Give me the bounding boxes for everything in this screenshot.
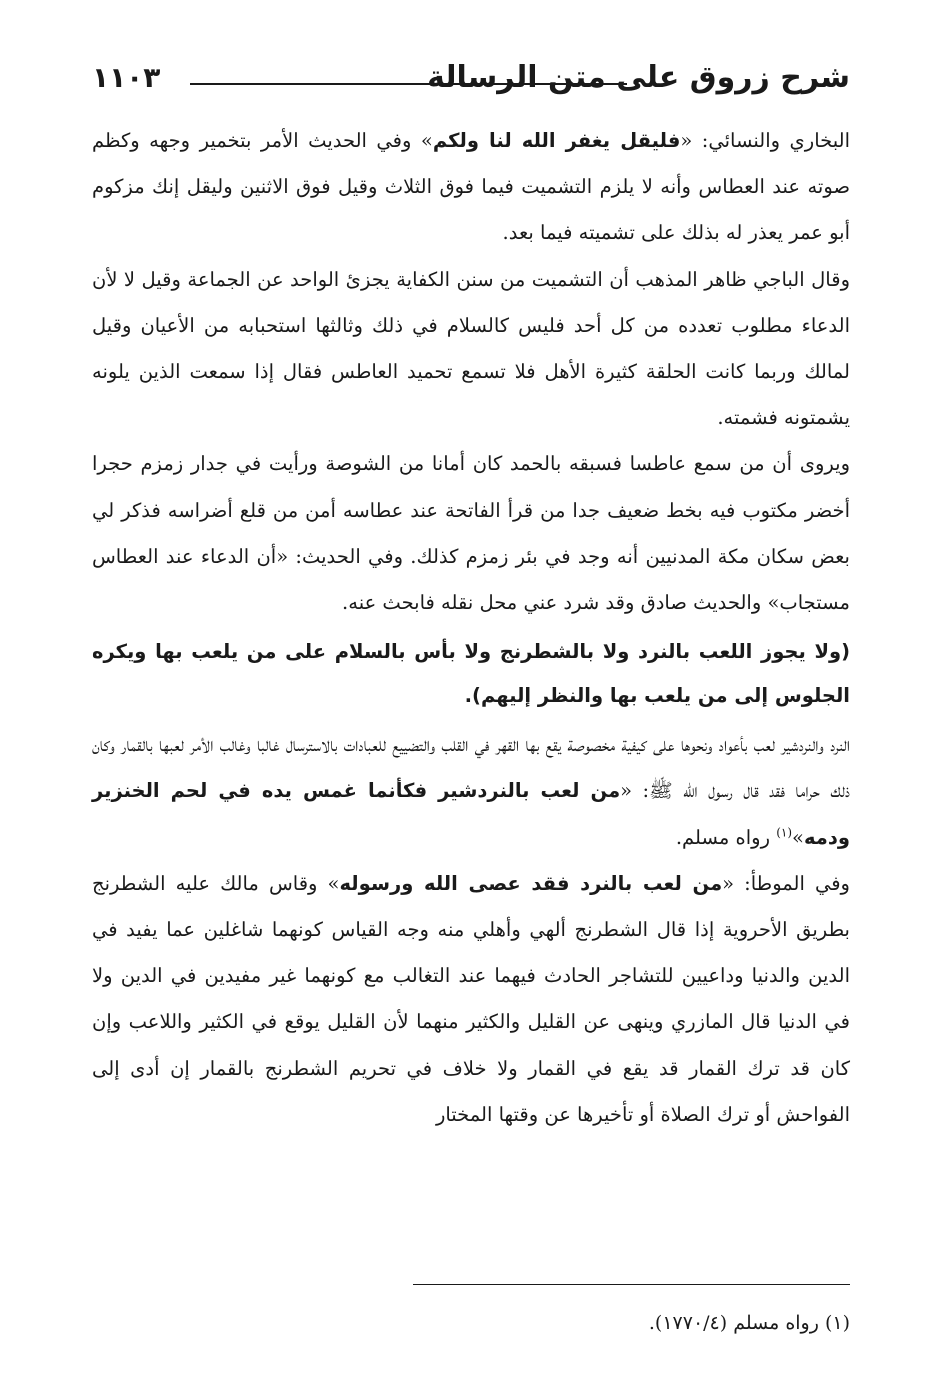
paragraph-5 bbox=[92, 861, 850, 1138]
hadith-quote: فليقل يغفر الله لنا ولكم bbox=[432, 129, 681, 152]
footnote-rule bbox=[413, 1284, 850, 1285]
text-run: رواه مسلم. bbox=[675, 825, 777, 849]
text-run: النرد والنردشير لعب بأعواد ونحوها على كيفية مخصوصة يقع بها القهر في القلب والتضييع للعبادات بالاسترسال غالبا وغالب الأمر لعبها بالقمار وكان ذلك حراما فقد قال رسول الله ﷺ: « bbox=[92, 733, 851, 803]
paragraph-2: وقال الباجي ظاهر المذهب أن التشميت من سنن الكفاية يجزئ الواحد عن الجماعة وقيل لا لأن الدعاء مطلوب تعدده من كل أحد فليس كالسلام في ذلك وثالثها استحبابه من الأعيان وقيل لمالك وربما كانت الحلقة كثيرة الأهل فلا تسمع تحميد العاطس فقال إذا سمعت الذين يلونه يشمتونه فشمته. bbox=[92, 267, 850, 430]
footnote-reference[interactable]: (١) bbox=[776, 825, 793, 840]
header-rule bbox=[190, 83, 627, 85]
paragraph-3: ويروى أن من سمع عاطسا فسبقه بالحمد كان أمانا من الشوصة ورأيت في جدار زمزم حجرا أخضر مكتوب فيه بخط ضعيف جدا من قرأ الفاتحة عند عطاسه أمن من قلع أضراسه فذكر لي بعض سكان مكة المدنيين أنه وجد في بئر زمزم كذلك. وفي الحديث: «أن الدعاء عند العطاس مستجاب» والحديث صادق وقد شرد عني محل نقله فابحث عنه. bbox=[92, 452, 850, 615]
hadith-quote: من لعب بالنردشير فكأنما غمس يده في لحم الخنزير ودمه bbox=[92, 779, 850, 849]
text-run: البخاري والنسائي: « bbox=[680, 129, 851, 152]
paragraph-1 bbox=[92, 118, 850, 257]
main-text bbox=[92, 118, 850, 1138]
text-run: » وقاس مالك عليه الشطرنج بطريق الأحروية إذا قال الشطرنج ألهي وأهلي منه وجه القياس كونهما شاغلين عما يفيد في الدين والدنيا وداعيين للتشاجر الحادث فيهما عند التغالب مع كونهما غير مفيدين في الدين ولا في الدنيا قال المازري وينهى عن القليل والكثير منهما لأن القليل يوقع في الكثير واللاعب وإن كان قد ترك القمار قد يقع في القمار ولا خلاف في تحريم الشطرنج بالقمار إن أدى إلى الفواحش أو ترك الصلاة أو تأخيرها عن وقتها المختار bbox=[92, 871, 850, 1126]
footnote: (١) رواه مسلم (١٧٧٠/٤). bbox=[648, 1312, 850, 1334]
running-header bbox=[92, 56, 850, 102]
matn-text: (ولا يجوز اللعب بالنرد ولا بالشطرنج ولا بأس بالسلام على من يلعب بها ويكره الجلوس إلى من يلعب بها والنظر إليهم). bbox=[92, 640, 850, 708]
hadith-quote: من لعب بالنرد فقد عصى الله ورسوله bbox=[339, 871, 723, 895]
book-title: شرح زروق على متن الرسالة bbox=[427, 60, 850, 95]
text-run: وفي الموطأ: « bbox=[722, 871, 850, 895]
page-number: ١١٠٣ bbox=[92, 61, 161, 94]
paragraph-4 bbox=[92, 722, 850, 861]
text-run: » وفي الحديث الأمر بتخمير وجهه وكظم صوته عند العطاس وأنه لا يلزم التشميت فيما فوق الثلاث وقيل فوق الاثنين وليقل إنك مزكوم أبو عمر يعذر له بذلك على تشميته فيما بعد. bbox=[92, 129, 850, 245]
text-run: » bbox=[792, 825, 804, 849]
